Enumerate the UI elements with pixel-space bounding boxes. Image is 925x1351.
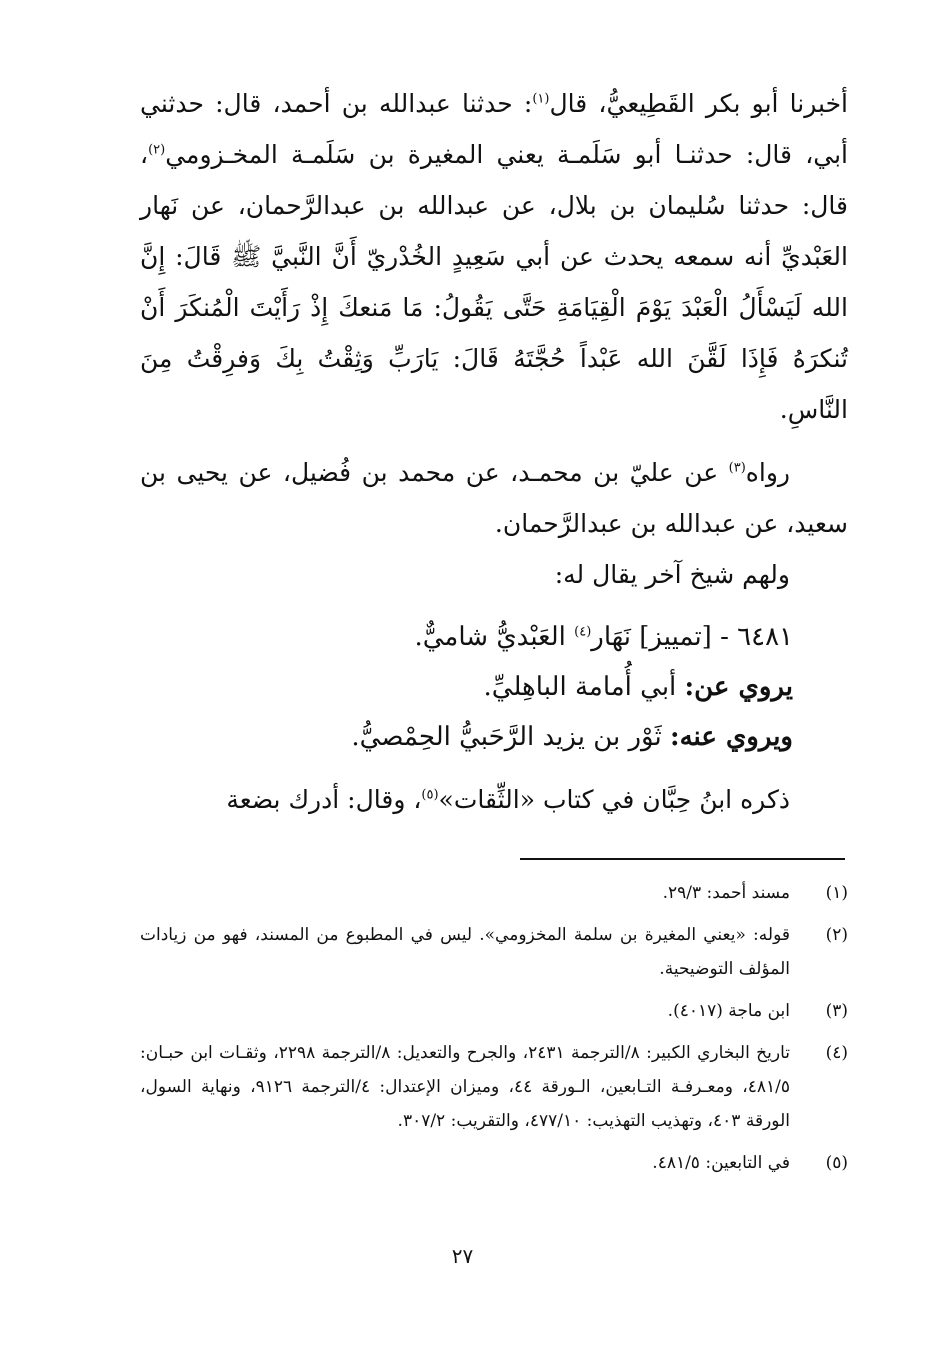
footnote-ref-1[interactable]: (١) [532, 91, 550, 107]
hadith-paragraph: أخبرنا أبو بكر القَطِيعيُّ، قال$^{(١)}$: حدثنا عبدالله بن أحمد، قال: حدثني أبي، قال: حدثنـا أبو سَلَمـة يعني المغيرة بن سَلَمـة المخـزومي$^{(٢)}$، قال: حدثنا سُليمان بن بلال، عن عبدالله بن عبدالرَّحمان، عن نَهار العَبْديِّ أنه سمعه يحدث عن أبي سَعِيدٍ الخُدْريّ أَنَّ النَّبيَّ ﷺ قَالَ: إِنَّ الله لَيَسْأَلُ الْعَبْدَ يَوْمَ الْقِيَامَةِ حَتَّى يَقُولُ: مَا مَنعكَ إِذْ رَأَيْتَ الْمُنكَرَ أَنْ تُنكرَهُ فَإِذَا لَقَّنَ الله عَبْداً حُجَّتَهُ قَالَ: يَارَبِّ وَثِقْتُ بِكَ وَفرِقْتُ مِنَ النَّاسِ. [140, 89, 848, 424]
narration-paragraph: رواه$^{(٣)}$ عن عليّ بن محمـد، عن محمد بن فُضيل، عن يحيى بن سعيد، عن عبدالله بن عبدالرَّحمان. [140, 458, 848, 538]
footnote-divider [520, 858, 845, 860]
footnote-text: قوله: «يعني المغيرة بن سلمة المخزومي». ليس في المطبوع من المسند، فهو من زيادات المؤلف التوضيحية. [140, 925, 790, 979]
footnote-5 [140, 1146, 848, 1180]
footnote-text: في التابعين: ٤٨١/٥. [652, 1153, 790, 1173]
ibn-hibban-paragraph: ذكره ابنُ حِبَّان في كتاب «الثِّقات»$^{(٥)}$، وقال: أدرك بضعة [226, 785, 790, 814]
footnotes [140, 876, 848, 1188]
footnote-text: تاريخ البخاري الكبير: ٨/الترجمة ٢٤٣١، والجرح والتعديل: ٨/الترجمة ٢٢٩٨، وثقـات ابن حبـان: ٤٨١/٥، ومعـرفـة التـابعين، الـورقة ٤٤، وميزان الإعتدال: ٤/الترجمة ٩١٢٦، ونهاية السول، الورقة ٤٠٣، وتهذيب التهذيب: ٤٧٧/١٠، والتقريب: ٣٠٧/٢. [140, 1043, 791, 1131]
footnote-number: (٢) [825, 925, 848, 945]
footnote-ref-5[interactable]: (٥) [421, 787, 439, 803]
footnote-text: ابن ماجة (٤٠١٧). [667, 1001, 790, 1021]
footnote-ref-4[interactable]: (٤) [574, 624, 592, 640]
footnote-number: (٥) [825, 1153, 848, 1173]
main-text [140, 78, 848, 825]
footnote-2 [140, 918, 848, 986]
other-sheikh-line: ولهم شيخ آخر يقال له: [554, 560, 790, 589]
narrates-from-line: يروي عن: أبي أُمامة الباهِليِّ. [483, 672, 793, 702]
page-number: ٢٧ [451, 1244, 474, 1268]
footnote-4 [140, 1036, 848, 1138]
narrated-by-line: ويروي عنه: ثَوْر بن يزيد الرَّحَبيُّ الحِمْصيُّ. [351, 722, 793, 752]
footnote-1 [140, 876, 848, 910]
footnote-number: (٣) [825, 1001, 848, 1021]
footnote-ref-3[interactable]: (٣) [728, 460, 746, 476]
entry-heading: ٦٤٨١ - [تمييز] نَهَار$^{(٤)}$ العَبْديُّ شاميٌّ. [414, 622, 793, 652]
footnote-text: مسند أحمد: ٢٩/٣. [662, 883, 790, 903]
footnote-number: (١) [825, 883, 848, 903]
footnote-number: (٤) [825, 1043, 848, 1063]
footnote-3 [140, 994, 848, 1028]
biography-entry [140, 612, 848, 762]
footnote-ref-2[interactable]: (٢) [148, 142, 166, 158]
